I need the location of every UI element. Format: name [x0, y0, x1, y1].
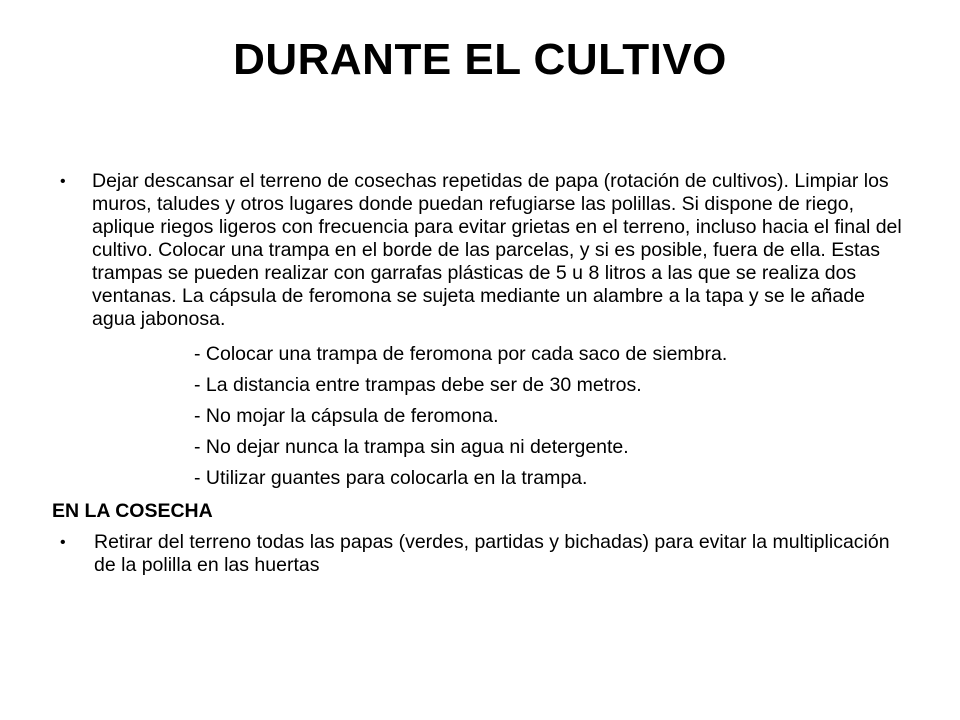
slide-content [52, 170, 902, 577]
sub-item: - No mojar la cápsula de feromona. [194, 405, 499, 427]
bullet-icon: • [60, 534, 66, 551]
bullet-text: Dejar descansar el terreno de cosechas repetidas de papa (rotación de cultivos). Limpiar los muros, taludes y otros lugares donde puedan refugiarse las polillas. Si dispone de riego, aplique riegos ligeros con frecuencia para evitar grietas en el terreno, incluso hacia el final del cultivo. Colocar una trampa en el borde de las parcelas, y si es posible, fuera de ella. Estas trampas se pueden realizar con garrafas plásticas de 5 u 8 litros a las que se realiza dos ventanas. La cápsula de feromona se sujeta mediante un alambre a la tapa y se le añade agua jabonosa. [92, 170, 902, 330]
section-heading: EN LA COSECHA [52, 500, 213, 522]
sub-item: - Utilizar guantes para colocarla en la trampa. [194, 467, 588, 489]
sub-item: - La distancia entre trampas debe ser de 30 metros. [194, 374, 642, 396]
sub-list [92, 339, 902, 494]
slide-title: DURANTE EL CULTIVO [233, 35, 727, 84]
bullet-item-cultivo [52, 170, 902, 494]
bullet-icon: • [60, 173, 66, 190]
bullet-item-cosecha [52, 531, 902, 577]
bullet-text: Retirar del terreno todas las papas (verdes, partidas y bichadas) para evitar la multiplicación de la polilla en las huertas [94, 531, 890, 576]
sub-item: - No dejar nunca la trampa sin agua ni detergente. [194, 436, 629, 458]
sub-item: - Colocar una trampa de feromona por cada saco de siembra. [194, 343, 728, 365]
